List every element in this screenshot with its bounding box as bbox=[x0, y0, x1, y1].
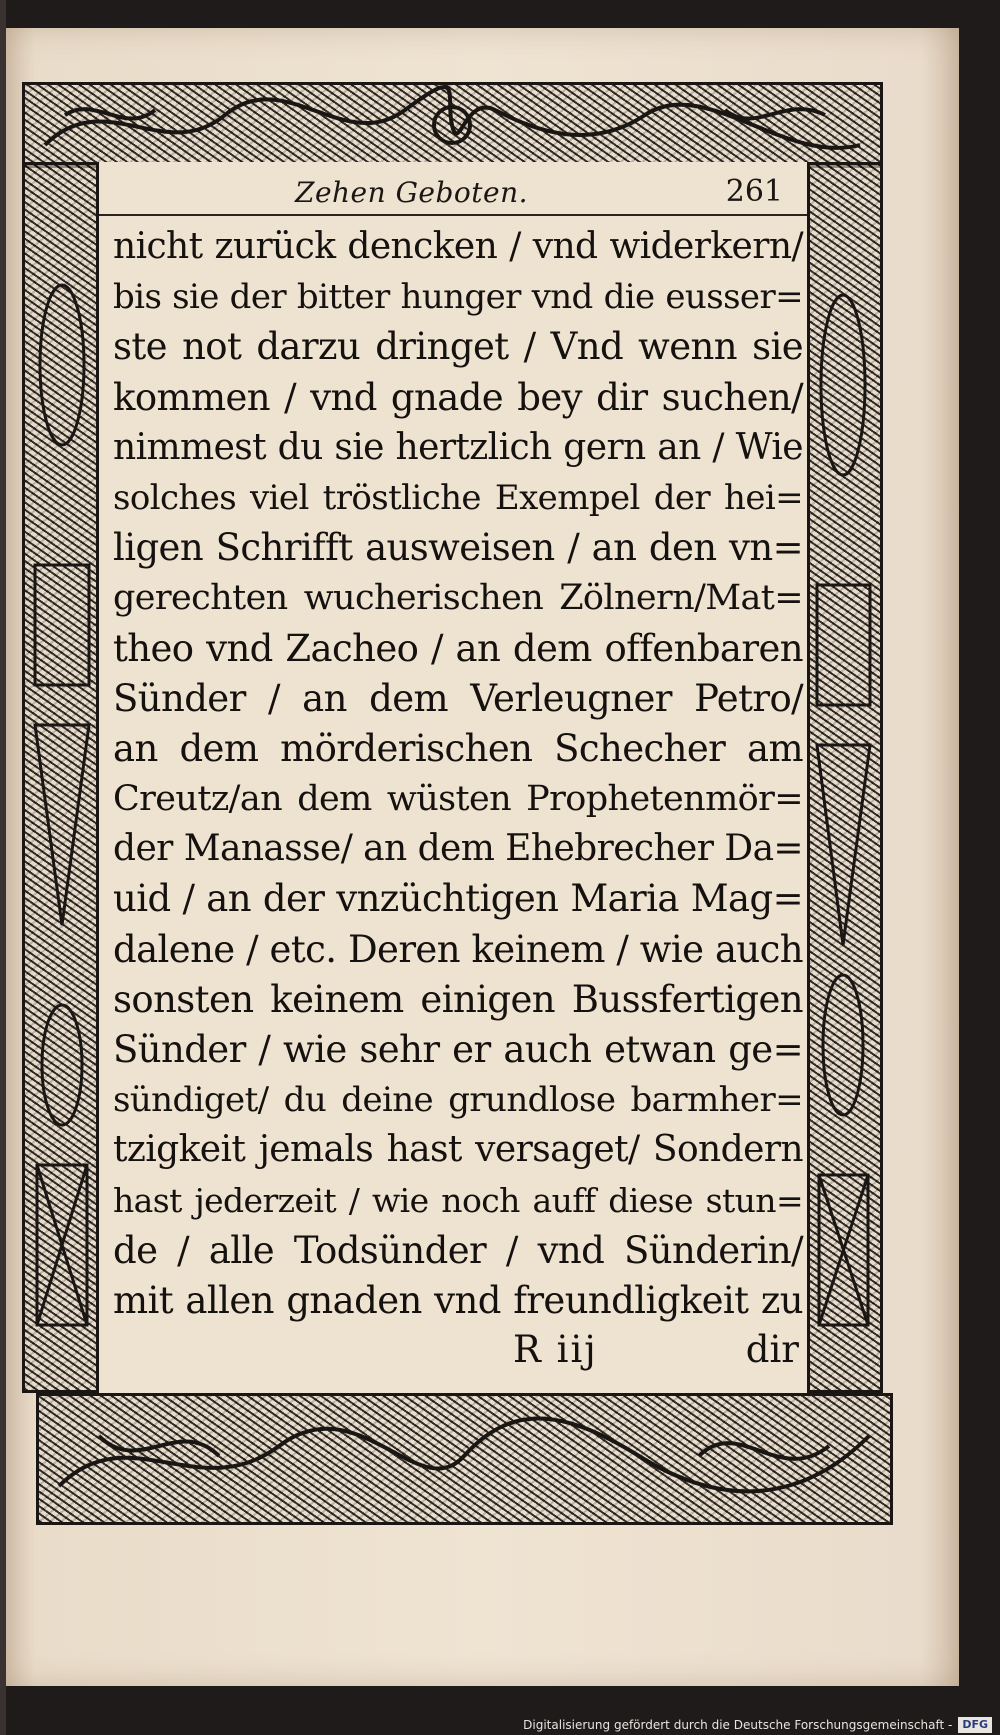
text-line: Creutz/an dem wüsten Prophetenmör= bbox=[113, 779, 803, 820]
text-line: kommen / vnd gnade bey dir suchen/ bbox=[113, 375, 803, 419]
body-text bbox=[113, 222, 803, 1326]
text-line: dalene / etc. Deren keinem / wie auch bbox=[113, 927, 803, 971]
page-number: 261 bbox=[725, 174, 783, 209]
text-line: theo vnd Zacheo / an dem offenbaren bbox=[113, 626, 803, 670]
text-line: gerechten wucherischen Zölnern/Mat= bbox=[113, 578, 803, 619]
text-line: ligen Schrifft ausweisen / an den vn= bbox=[113, 526, 803, 570]
credit-text: Digitalisierung gefördert durch die Deutsche Forschungsgemeinschaft - bbox=[523, 1718, 953, 1732]
text-line: sündiget/ du deine grundlose barmher= bbox=[113, 1080, 803, 1121]
digitization-credit bbox=[523, 1717, 992, 1733]
text-line: hast jederzeit / wie noch auff diese stun= bbox=[113, 1180, 803, 1220]
text-line: Sünder / an dem Verleugner Petro/ bbox=[113, 676, 803, 720]
text-line: sonsten keinem einigen Bussfertigen bbox=[113, 977, 803, 1021]
running-head: Zehen Geboten. bbox=[295, 176, 529, 209]
text-line: bis sie der bitter hunger vnd die eusser= bbox=[113, 277, 803, 318]
text-line: de / alle Todsünder / vnd Sünderin/ bbox=[113, 1228, 803, 1272]
signature-mark: R iij bbox=[513, 1328, 598, 1371]
page-header bbox=[99, 172, 807, 216]
text-line: uid / an der vnzüchtigen Maria Mag= bbox=[113, 877, 803, 921]
ornamental-border-top bbox=[22, 82, 883, 168]
text-line: nicht zurück dencken / vnd widerkern/ bbox=[113, 226, 803, 267]
page-footer bbox=[113, 1328, 803, 1378]
text-line: solches viel tröstliche Exempel der hei= bbox=[113, 477, 803, 518]
dfg-logo: DFG bbox=[958, 1717, 992, 1733]
catchword: dir bbox=[745, 1328, 799, 1371]
text-panel bbox=[96, 162, 810, 1393]
ornamental-border-left bbox=[22, 162, 102, 1393]
text-line: ste not darzu dringet / Vnd wenn sie bbox=[113, 325, 803, 369]
ornamental-border-right bbox=[804, 162, 883, 1393]
text-line: tzigkeit jemals hast versaget/ Sondern bbox=[113, 1129, 803, 1171]
text-line: an dem mörderischen Schecher am bbox=[113, 726, 803, 770]
ornamental-border-bottom bbox=[36, 1393, 893, 1525]
text-line: nimmest du sie hertzlich gern an / Wie bbox=[113, 426, 803, 468]
text-line: Sünder / wie sehr er auch etwan ge= bbox=[113, 1028, 803, 1071]
text-line: der Manasse/ an dem Ehebrecher Da= bbox=[113, 828, 803, 870]
text-line: mit allen gnaden vnd freundligkeit zu bbox=[113, 1278, 803, 1322]
